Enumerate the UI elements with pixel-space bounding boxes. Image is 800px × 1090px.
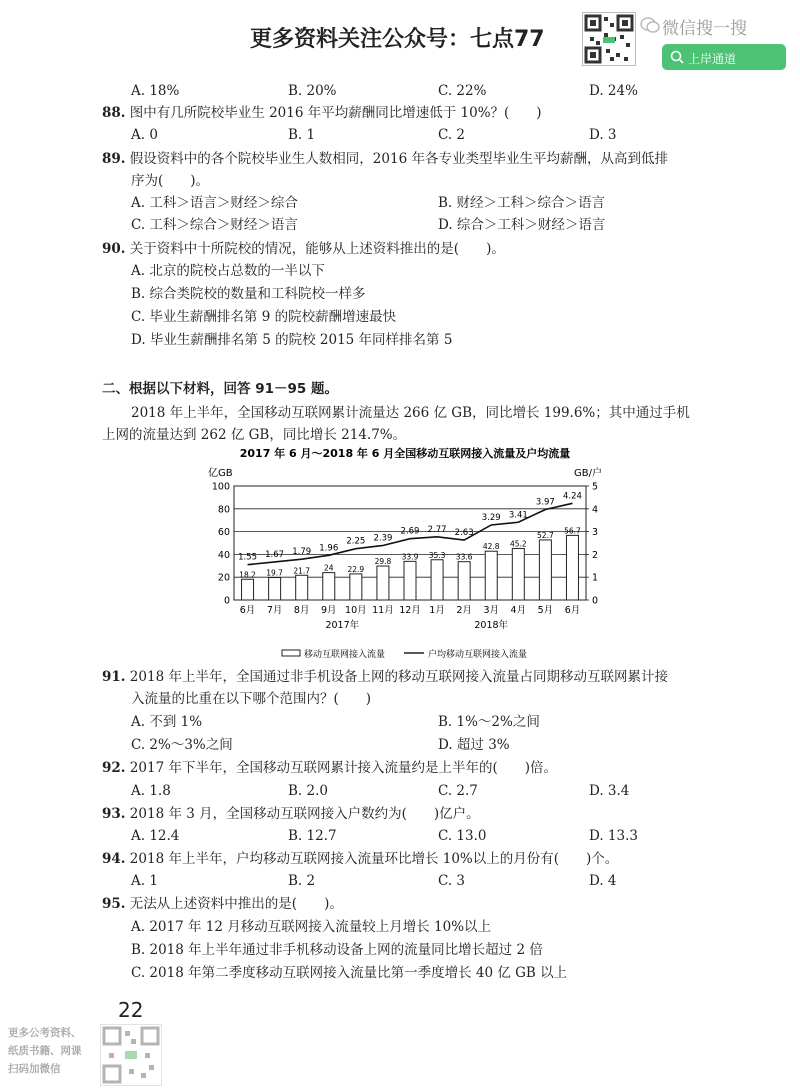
x-tick-label: 7月 — [266, 605, 283, 616]
wechat-search-bar[interactable] — [662, 44, 786, 70]
line-value-label: 1.55 — [238, 552, 258, 563]
x-tick-label: 2月 — [456, 605, 472, 616]
q92-option-b: B. 2.0 — [288, 783, 328, 799]
x-tick-label: 9月 — [320, 605, 337, 616]
q89-stem-line2: 序为( )。 — [131, 173, 210, 189]
line-value-label: 2.69 — [400, 526, 420, 537]
left-tick-label: 20 — [217, 572, 230, 584]
x-tick-label: 6月 — [239, 605, 256, 616]
q92-stem: 2017 年下半年，全国移动互联网累计接入流量约是上半年的( )倍。 — [129, 760, 557, 776]
q92-option-d: D. 3.4 — [589, 783, 630, 799]
q90-stem: 关于资料中十所院校的情况，能够从上述资料推出的是( )。 — [129, 241, 505, 257]
traffic-bar — [512, 548, 524, 600]
traffic-bar — [539, 540, 551, 600]
q88-option-c: C. 2 — [438, 127, 466, 143]
bar-value-label: 22.9 — [347, 564, 365, 574]
q88-number: 88. — [102, 105, 126, 121]
q87-option-c: C. 22% — [438, 83, 487, 99]
page-header-title: 更多资料关注公众号：七点77 — [250, 27, 545, 52]
x-tick-label: 12月 — [399, 605, 421, 616]
legend-bar-swatch — [282, 650, 300, 656]
q93-option-a: A. 12.4 — [131, 828, 180, 844]
right-tick-label: 3 — [592, 527, 599, 539]
q91-question — [102, 668, 668, 686]
traffic-bar — [269, 578, 281, 600]
line-value-label: 3.29 — [481, 512, 501, 523]
q87-option-a: A. 18% — [131, 83, 180, 99]
q95-number: 95. — [102, 896, 126, 912]
line-value-label: 1.67 — [265, 549, 285, 560]
wechat-icon — [640, 16, 660, 38]
footer-qr-code-icon — [100, 1024, 162, 1086]
traffic-bar — [242, 579, 254, 600]
traffic-bar — [323, 573, 335, 600]
year-label: 2018年 — [474, 620, 509, 631]
q88-option-a: A. 0 — [131, 127, 158, 143]
q95-stem: 无法从上述资料中推出的是( )。 — [129, 896, 343, 912]
bar-value-label: 18.2 — [239, 570, 256, 580]
bar-value-label: 24 — [323, 563, 334, 573]
q92-number: 92. — [102, 760, 126, 776]
footer-line: 纸质书籍、网课 — [8, 1045, 82, 1057]
x-tick-label: 11月 — [372, 605, 394, 616]
q88-option-b: B. 1 — [288, 127, 316, 143]
right-tick-label: 0 — [592, 595, 599, 607]
right-axis-label: GB/户 — [574, 468, 602, 479]
q94-stem: 2018 年上半年，户均移动互联网接入流量环比增长 10%以上的月份有( )个。 — [129, 851, 619, 867]
x-tick-label: 4月 — [510, 605, 527, 616]
q94-question — [102, 850, 618, 868]
wechat-search-title: 微信搜一搜 — [662, 19, 747, 39]
bar-value-label: 33.6 — [455, 552, 473, 562]
q89-option-c: C. 工科＞综合＞财经＞语言 — [131, 217, 298, 233]
q87-option-b: B. 20% — [288, 83, 337, 99]
bar-value-label: 35.3 — [428, 550, 446, 560]
right-tick-label: 4 — [592, 504, 599, 516]
left-tick-label: 0 — [223, 595, 230, 607]
chart-title: 2017 年 6 月～2018 年 6 月全国移动互联网接入流量及户均流量 — [239, 447, 571, 460]
bar-value-label: 19.7 — [266, 568, 283, 578]
line-value-label: 1.96 — [319, 543, 339, 554]
footer-line: 扫码加微信 — [8, 1063, 61, 1075]
line-value-label: 2.63 — [454, 528, 474, 539]
line-value-label: 2.77 — [427, 524, 447, 535]
right-tick-label: 5 — [592, 481, 599, 493]
traffic-bar — [296, 575, 308, 600]
q88-question — [102, 104, 542, 122]
q93-option-b: B. 12.7 — [288, 828, 337, 844]
q89-option-a: A. 工科＞语言＞财经＞综合 — [131, 195, 298, 211]
line-value-label: 2.25 — [346, 536, 366, 547]
q95-question — [102, 895, 343, 913]
right-tick-label: 1 — [592, 572, 599, 584]
material-paragraph-line1: 2018 年上半年，全国移动互联网累计流量达 266 亿 GB，同比增长 199.6%；其中通过手机 — [131, 405, 690, 421]
left-tick-label: 80 — [217, 504, 230, 516]
x-tick-label: 5月 — [537, 605, 554, 616]
q93-option-d: D. 13.3 — [589, 828, 638, 844]
q90-question — [102, 240, 505, 258]
footer-promo-text — [8, 1024, 82, 1078]
line-value-label: 3.41 — [508, 510, 528, 521]
traffic-bar — [431, 560, 443, 600]
traffic-bar — [404, 561, 416, 600]
q90-option-c: C. 毕业生薪酬排名第 9 的院校薪酬增速最快 — [131, 309, 397, 325]
q88-option-d: D. 3 — [589, 127, 617, 143]
qr-code-icon — [582, 12, 636, 66]
left-axis-label: 亿GB — [208, 468, 233, 479]
bar-value-label: 42.8 — [482, 542, 500, 552]
legend-bar-label: 移动互联网接入流量 — [304, 650, 386, 660]
q91-number: 91. — [102, 669, 126, 685]
q92-option-a: A. 1.8 — [131, 783, 171, 799]
q90-option-a: A. 北京的院校占总数的一半以下 — [131, 263, 325, 279]
left-tick-label: 100 — [211, 481, 230, 493]
x-tick-label: 6月 — [564, 605, 581, 616]
left-tick-label: 60 — [217, 527, 230, 539]
section-heading: 二、根据以下材料，回答 91－95 题。 — [102, 381, 338, 397]
q89-option-d: D. 综合＞工科＞财经＞语言 — [438, 217, 606, 233]
q94-option-b: B. 2 — [288, 873, 316, 889]
x-tick-label: 10月 — [345, 605, 367, 616]
bar-value-label: 21.7 — [293, 566, 311, 576]
line-value-label: 1.79 — [292, 547, 312, 558]
q91-stem-line1: 2018 年上半年，全国通过非手机设备上网的移动互联网接入流量占同期移动互联网累计接 — [129, 669, 668, 685]
traffic-bar — [350, 574, 362, 600]
q91-stem-line2: 入流量的比重在以下哪个范围内？( ) — [131, 691, 372, 707]
q94-option-a: A. 1 — [131, 873, 158, 889]
q95-option-a: A. 2017 年 12 月移动互联网接入流量较上月增长 10%以上 — [131, 919, 492, 935]
x-tick-label: 8月 — [293, 605, 310, 616]
q91-option-b: B. 1%～2%之间 — [438, 714, 540, 730]
search-icon — [670, 50, 684, 64]
q95-option-c: C. 2018 年第二季度移动互联网接入流量比第一季度增长 40 亿 GB 以上 — [131, 965, 568, 981]
bar-value-label: 45.2 — [509, 539, 527, 549]
q91-option-c: C. 2%～3%之间 — [131, 737, 233, 753]
x-tick-label: 1月 — [429, 605, 445, 616]
q87-option-d: D. 24% — [589, 83, 638, 99]
line-value-label: 4.24 — [562, 491, 582, 502]
bar-value-label: 33.9 — [401, 552, 419, 562]
q88-stem: 图中有几所院校毕业生 2016 年平均薪酬同比增速低于 10%？( ) — [129, 105, 542, 121]
q92-option-c: C. 2.7 — [438, 783, 478, 799]
x-tick-label: 3月 — [483, 605, 500, 616]
q89-question — [102, 150, 668, 168]
page-number: 22 — [118, 998, 144, 1022]
bar-value-label: 52.7 — [537, 530, 554, 540]
q92-question — [102, 759, 557, 777]
traffic-bar — [377, 566, 389, 600]
line-value-label: 3.97 — [535, 497, 555, 508]
year-label: 2017年 — [325, 620, 360, 631]
q89-stem-line1: 假设资料中的各个院校毕业生人数相同，2016 年各专业类型毕业生平均薪酬，从高到低排 — [129, 151, 668, 167]
q90-option-d: D. 毕业生薪酬排名第 5 的院校 2015 年同样排名第 5 — [131, 332, 453, 348]
q93-stem: 2018 年 3 月，全国移动互联网接入户数约为( )亿户。 — [129, 806, 480, 822]
right-tick-label: 2 — [592, 549, 599, 561]
q94-number: 94. — [102, 851, 126, 867]
footer-line: 更多公考资料、 — [8, 1027, 82, 1039]
q91-option-d: D. 超过 3% — [438, 737, 510, 753]
q89-option-b: B. 财经＞工科＞综合＞语言 — [438, 195, 606, 211]
q90-number: 90. — [102, 241, 126, 257]
traffic-bar — [485, 551, 497, 600]
q95-option-b: B. 2018 年上半年通过非手机移动设备上网的流量同比增长超过 2 倍 — [131, 942, 543, 958]
q94-option-d: D. 4 — [589, 873, 617, 889]
traffic-bar — [458, 562, 470, 600]
bar-value-label: 56.7 — [564, 526, 581, 536]
q91-option-a: A. 不到 1% — [131, 714, 203, 730]
bar-value-label: 29.8 — [374, 557, 392, 567]
legend-line-label: 户均移动互联网接入流量 — [428, 650, 528, 660]
material-paragraph-line2: 上网的流量达到 262 亿 GB，同比增长 214.7%。 — [102, 427, 407, 443]
line-value-label: 2.39 — [373, 533, 393, 544]
q94-option-c: C. 3 — [438, 873, 466, 889]
q93-number: 93. — [102, 806, 126, 822]
q93-question — [102, 805, 480, 823]
traffic-bar — [566, 535, 578, 600]
q90-option-b: B. 综合类院校的数量和工科院校一样多 — [131, 286, 366, 302]
wechat-search-bar-label: 上岸通道 — [688, 52, 737, 66]
traffic-chart — [190, 446, 620, 668]
q89-number: 89. — [102, 151, 126, 167]
left-tick-label: 40 — [217, 549, 230, 561]
q93-option-c: C. 13.0 — [438, 828, 487, 844]
